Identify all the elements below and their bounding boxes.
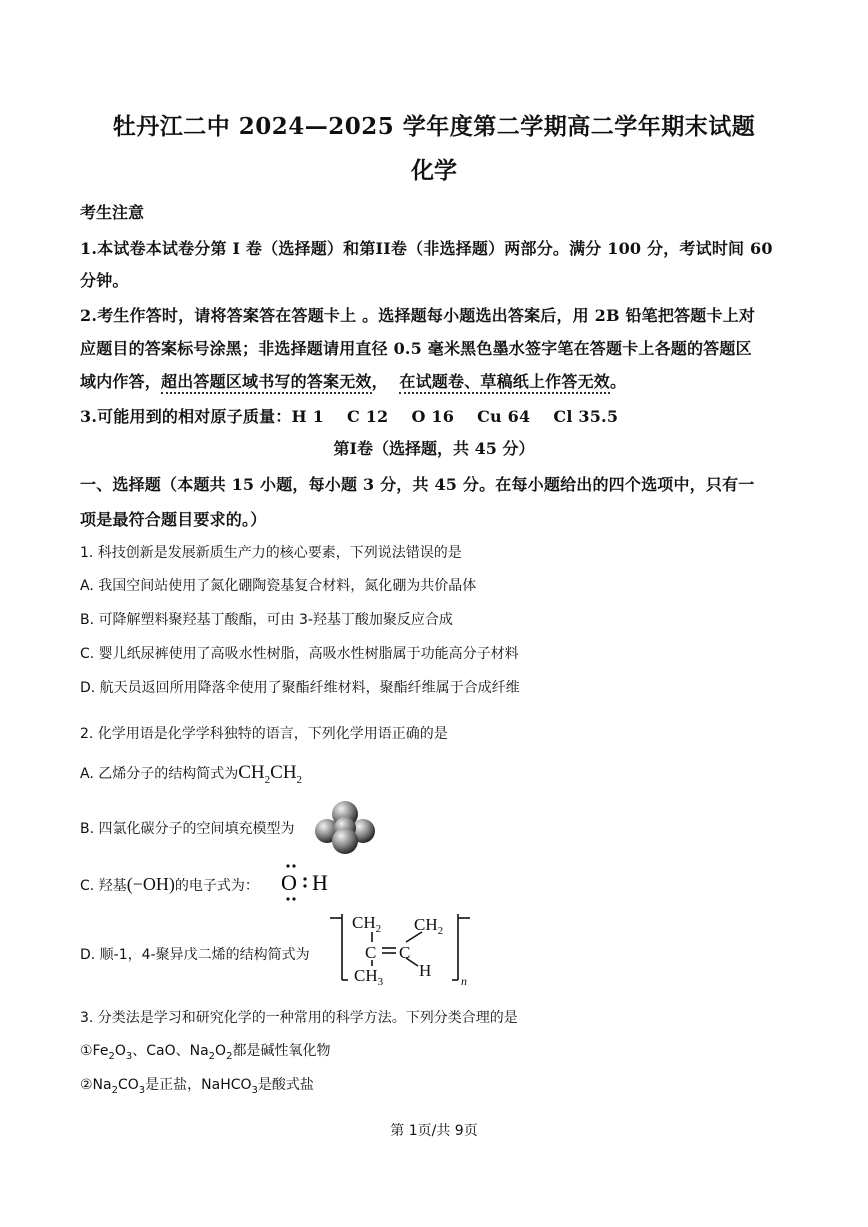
polyisoprene-structure bbox=[330, 906, 480, 988]
hydroxyl-group: (−OH) bbox=[126, 874, 175, 894]
question-3-item-1: $①Fe_2O_3$、CaO、$Na_2O_2$都是碱性氧化物 bbox=[80, 1043, 331, 1062]
question-1-option-a: A. 我国空间站使用了氮化硼陶瓷基复合材料，氮化硼为共价晶体 bbox=[80, 578, 477, 594]
section-instructions-line-1: 一、选择题（本题共 15 小题，每小题 3 分，共 45 分。在每小题给出的四个选项中，只有一 bbox=[80, 475, 755, 494]
section-instructions-line-2: 项是最符合题目要求的。） bbox=[80, 510, 267, 529]
question-2-option-d: D. 顺-1，4-聚异戊二烯的结构简式为 bbox=[80, 947, 310, 963]
page-footer: 第 1页/共 9页 bbox=[390, 1123, 478, 1139]
emphasis-text: 在试题卷、草稿纸上作答无效 bbox=[399, 372, 610, 394]
svg-text:CH3: $CH_3$ bbox=[354, 966, 384, 988]
ch2-label: CH bbox=[352, 913, 376, 932]
oxygen-symbol: O bbox=[281, 870, 297, 895]
carbon-label: C bbox=[365, 943, 377, 962]
hydroxyl-electron-formula bbox=[278, 862, 334, 904]
option-text: C. 羟基 bbox=[80, 878, 127, 894]
notice-heading: 考生注意 bbox=[80, 203, 145, 222]
question-1-option-d: D. 航天员返回所用降落伞使用了聚酯纤维材料，聚酯纤维属于合成纤维 bbox=[80, 680, 520, 696]
notice-comma: ， bbox=[371, 372, 388, 391]
question-2-option-a bbox=[80, 762, 302, 786]
notice-item-1-line-1: 1.本试卷本试卷分第 I 卷（选择题）和第II卷（非选择题）两部分。满分 100 分，考试时间 60 bbox=[80, 239, 773, 258]
notice-item-1-line-2: 分钟。 bbox=[80, 271, 129, 290]
emphasis-text: 超出答题区域书写的答案无效 bbox=[161, 372, 372, 394]
exam-title: 牡丹江二中 2024—2025 学年度第二学期高二学年期末试题 bbox=[112, 113, 756, 140]
repeat-n: n bbox=[461, 974, 467, 988]
notice-item-2-line-3 bbox=[80, 369, 626, 392]
question-2-option-c bbox=[80, 874, 259, 895]
hydrogen-label: H bbox=[419, 961, 432, 980]
ch3-label: CH bbox=[354, 966, 378, 985]
notice-item-2-line-2: 应题目的答案标号涂黑；非选择题请用直径 0.5 毫米黑色墨水签字笔在答题卡上各题的答题区 bbox=[80, 339, 752, 358]
ch2-label: CH bbox=[414, 915, 438, 934]
notice-item-2-line-1: 2.考生作答时，请将答案答在答题卡上 。选择题每小题选出答案后，用 2B 铅笔把答题卡上对 bbox=[80, 306, 756, 325]
subject-title: 化学 bbox=[411, 157, 457, 184]
question-3-stem: 3. 分类法是学习和研究化学的一种常用的科学方法。下列分类合理的是 bbox=[80, 1010, 518, 1026]
svg-text:CH2: $CH_2$ bbox=[414, 915, 444, 937]
question-1-option-c: C. 婴儿纸尿裤使用了高吸水性树脂，高吸水性树脂属于功能高分子材料 bbox=[80, 646, 519, 662]
option-text: B. 四氯化碳分子的空间填充模型为 bbox=[80, 821, 295, 837]
ethylene-formula: $CH_2CH_2$ bbox=[238, 762, 303, 786]
notice-text: 域内作答， bbox=[80, 372, 162, 391]
question-1-option-b: B. 可降解塑料聚羟基丁酸酯，可由 3-羟基丁酸加聚反应合成 bbox=[80, 612, 453, 628]
notice-period: 。 bbox=[609, 372, 627, 391]
carbon-label: C bbox=[399, 943, 411, 962]
option-text: A. 乙烯分子的结构简式为 bbox=[80, 766, 239, 782]
svg-text:CH2: $CH_2$ bbox=[352, 913, 382, 935]
option-text: 的电子式为： bbox=[174, 878, 259, 894]
question-2-stem: 2. 化学用语是化学学科独特的语言，下列化学用语正确的是 bbox=[80, 726, 448, 742]
notice-item-3: 3.可能用到的相对原子质量：H 1 C 12 O 16 Cu 64 Cl 35.5 bbox=[80, 407, 619, 426]
question-3-item-2: $②Na_2CO_3$是正盐，NaHCO$_3$是酸式盐 bbox=[80, 1077, 314, 1096]
question-1-stem: 1. 科技创新是发展新质生产力的核心要素，下列说法错误的是 bbox=[80, 545, 462, 561]
question-2-option-b bbox=[80, 818, 295, 838]
hydrogen-symbol: H bbox=[312, 870, 328, 895]
section-title: 第I卷（选择题，共 45 分） bbox=[333, 439, 535, 458]
ccl4-space-filling-model-icon bbox=[314, 798, 376, 856]
